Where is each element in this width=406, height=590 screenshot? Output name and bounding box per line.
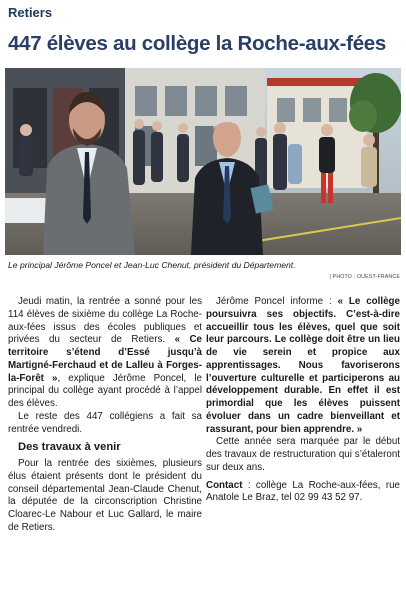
contact-label: Contact bbox=[206, 479, 243, 491]
contact-line bbox=[206, 480, 400, 506]
paragraph-principal-lead: Jérôme Poncel informe : bbox=[216, 296, 338, 307]
subheading: Des travaux à venir bbox=[18, 441, 121, 454]
paragraph-works: Cette année sera marquée par le début des travaux de restructuration qui s’étaleront sur deux ans. bbox=[206, 436, 400, 473]
article-column-right bbox=[206, 296, 400, 505]
article-headline: 447 élèves au collège la Roche-aux-fées bbox=[8, 32, 387, 55]
article-photo bbox=[5, 68, 401, 255]
section-label: Retiers bbox=[8, 5, 53, 20]
paragraph-principal bbox=[206, 296, 400, 436]
contact-text: : collège La Roche-aux-fées, rue Anatole Le Braz, tel 02 99 43 52 97. bbox=[206, 479, 400, 504]
paragraph-intro-end: , explique Jérôme Poncel, le principal du collège ayant procédé à l’appel des élèves. bbox=[8, 372, 202, 409]
photo-caption: Le principal Jérôme Poncel et Jean-Luc Chenut, président du Département. bbox=[8, 260, 296, 270]
paragraph-intro-text: Jeudi matin, la rentrée a sonné pour les 114 élèves de sixième du collège La Roche-aux-fées issus des écoles publiques et privées du secteur de Retiers. bbox=[8, 296, 202, 346]
principal-quote-objectives: « Le collège poursuivra ses objectifs. C’est-à-dire accueillir tous les élèves, quel que soit leur parcours. Le collège doit être un lieu de vie serein et propice aux apprentissages. Nous favoriserons l’ouverture culturelle et participerons au développement durable. En effet il est primordial que les élèves puissent évoluer dans un cadre bienveillant et rassurant, pour bien apprendre. » bbox=[206, 296, 400, 435]
paragraph-intro bbox=[8, 296, 202, 411]
paragraph-remaining-students: Le reste des 447 collégiens a fait sa rentrée vendredi. bbox=[8, 410, 202, 435]
paragraph-officials: Pour la rentrée des sixièmes, plusieurs élus étaient présents dont le président du conseil départemental Jean-Claude Chenut, la députée de la circonscription Christine Cloarec-Le Nabour et Luc Gallard, le maire de Retiers. bbox=[8, 458, 202, 533]
principal-quote-territory: « Ce territoire s’étend d’Essé jusqu’à Martigné-Ferchaud et de Lalleu à Forges-la-Forêt » bbox=[8, 334, 202, 384]
photo-credit: | PHOTO : OUEST-FRANCE bbox=[329, 274, 400, 280]
article-column-left bbox=[8, 296, 202, 535]
